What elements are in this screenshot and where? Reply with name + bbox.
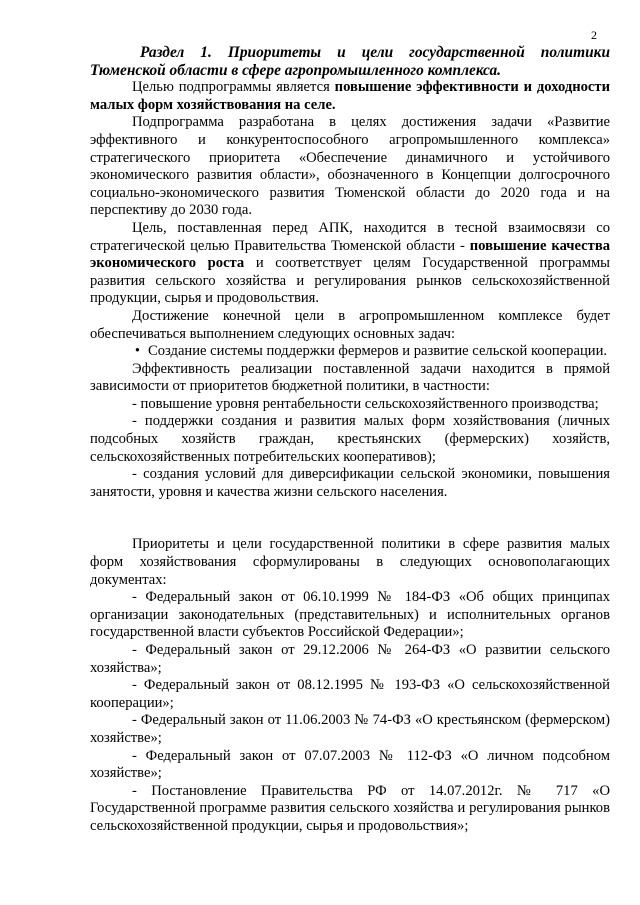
- goal-bold: повышение эффективности и доходности малых форм хозяйствования на селе.: [90, 79, 610, 113]
- priority-item: - поддержки создания и развития малых форм хозяйствования (личных подсобных хозяйств граждан, крестьянских (фермерских) хозяйств, сельскохозяйственных потребительских кооперативов);: [90, 413, 610, 465]
- document-item: - Федеральный закон от 29.12.2006 № 264-ФЗ «О развитии сельского хозяйства»;: [90, 642, 610, 676]
- bullet-text: Создание системы поддержки фермеров и развитие сельской кооперации.: [148, 343, 608, 360]
- document-item: - Постановление Правительства РФ от 14.07.2012г. № 717 «О Государственной программе развития сельского хозяйства и регулирования рынков сельскохозяйственной продукции, сырья и продовольствия»;: [90, 782, 610, 834]
- section-heading: Раздел 1. Приоритеты и цели государственной политики Тюменской области в сфере агропромышленного комплекса.: [90, 44, 610, 79]
- achievement-paragraph: Достижение конечной цели в агропромышленном комплексе будет обеспечиваться выполнением следующих основных задач:: [90, 307, 610, 342]
- bullet-item: [90, 343, 610, 361]
- goal-lead: Целью подпрограммы является: [132, 79, 335, 96]
- priority-item: - создания условий для диверсификации сельской экономики, повышения занятости, уровня и качества жизни сельского населения.: [90, 466, 610, 500]
- apk-goal-bold: повышение качества экономического роста: [90, 237, 611, 272]
- page-number: 2: [591, 28, 597, 42]
- apk-goal-paragraph: [90, 220, 610, 308]
- document-item: - Федеральный закон от 08.12.1995 № 193-ФЗ «О сельскохозяйственной кооперации»;: [90, 677, 610, 711]
- document-body: [90, 44, 610, 836]
- document-item: - Федеральный закон от 06.10.1999 № 184-ФЗ «Об общих принципах организации законодательных (представительных) и исполнительных органов государственной власти субъектов Российской Федерации»;: [90, 589, 610, 641]
- priority-item: - повышение уровня рентабельности сельскохозяйственного производства;: [132, 395, 599, 412]
- document-item: - Федеральный закон от 11.06.2003 № 74-ФЗ «О крестьянском (фермерском) хозяйстве»;: [90, 712, 610, 746]
- documents-paragraph: Приоритеты и цели государственной политики в сфере развития малых форм хозяйствования сформулированы в следующих основополагающих документах:: [90, 536, 610, 588]
- apk-goal-before: Цель, поставленная перед АПК, находится в тесной взаимосвязи со стратегической целью Правительства Тюменской области -: [90, 219, 610, 254]
- apk-goal-after: и соответствует целям Государственной программы развития сельского хозяйства и регулирования рынков сельскохозяйственной продукции, сырья и продовольствия.: [90, 255, 610, 307]
- document-item: - Федеральный закон от 07.07.2003 № 112-ФЗ «О личном подсобном хозяйстве»;: [90, 747, 610, 782]
- spacer: [90, 501, 610, 536]
- bullet-icon: •: [134, 343, 140, 360]
- goal-paragraph: [90, 79, 610, 114]
- efficiency-paragraph: Эффективность реализации поставленной задачи находится в прямой зависимости от приоритетов бюджетной политики, в частности:: [90, 360, 610, 395]
- developed-paragraph: Подпрограмма разработана в целях достижения задачи «Развитие эффективного и конкурентоспособного агропромышленного комплекса» стратегического приоритета «Обеспечение динамичного и устойчивого экономического развития области», обозначенного в Концепции долгосрочного социально-экономического развития Тюменской области до 2020 года и на перспективу до 2030 года.: [90, 114, 610, 219]
